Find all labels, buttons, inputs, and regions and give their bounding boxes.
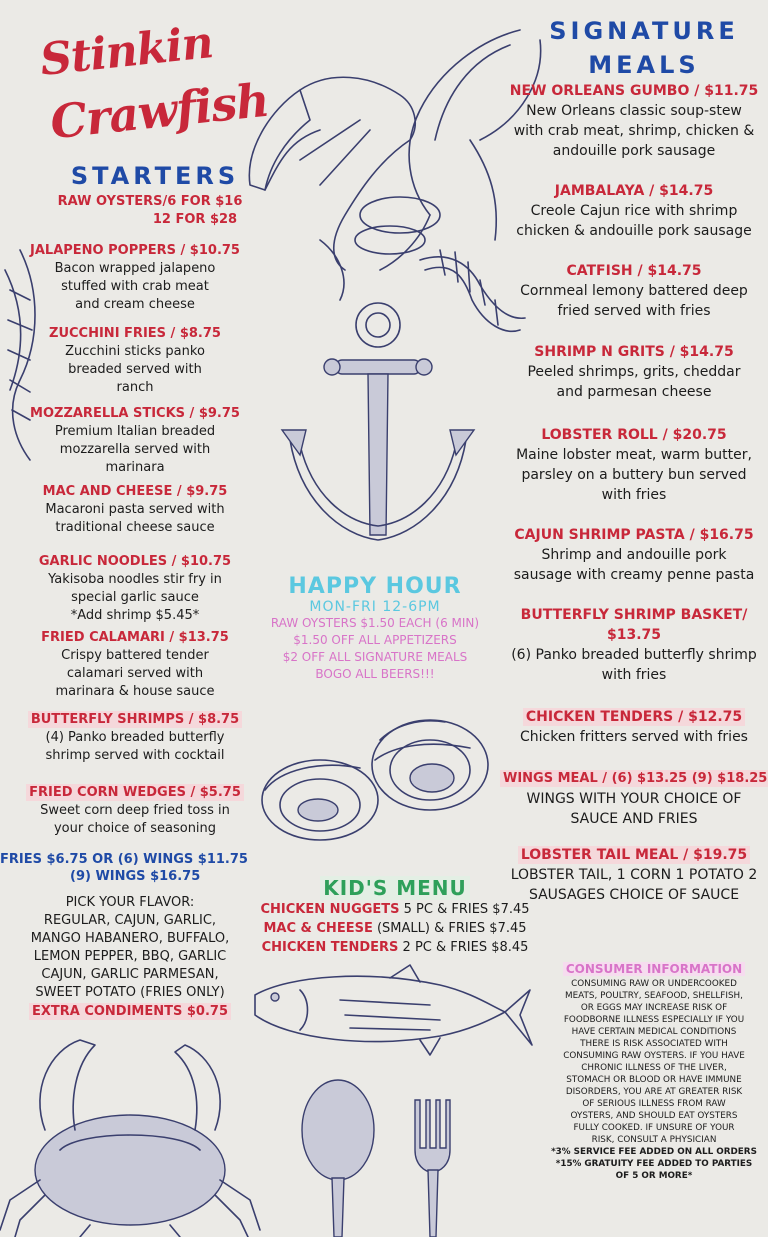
- happy-hour-line: RAW OYSTERS $1.50 EACH (6 MIN): [270, 616, 480, 630]
- fee-line: OF 5 OR MORE*: [615, 1171, 693, 1181]
- consumer-line: CONSUMING RAW OR UNDERCOOKED: [571, 979, 737, 989]
- happy-hour-line: $1.50 OFF ALL APPETIZERS: [293, 633, 457, 647]
- fee-line: *3% SERVICE FEE ADDED ON ALL ORDERS: [551, 1147, 757, 1157]
- consumer-information: [540, 962, 768, 1182]
- item-desc: New Orleans classic soup-stew: [526, 103, 742, 119]
- consumer-information-title-text: CONSUMER INFORMATION: [563, 962, 745, 976]
- anchor-illustration: [282, 303, 474, 540]
- item-desc: shrimp served with cocktail: [45, 748, 225, 763]
- item-desc: mozzarella served with: [59, 442, 211, 457]
- kids-menu-title: [250, 876, 540, 900]
- flavor-line: LEMON PEPPER, BBQ, GARLIC: [33, 949, 227, 964]
- signature-jambalaya: [500, 181, 768, 241]
- item-desc: Creole Cajun rice with shrimp: [530, 203, 738, 219]
- item-desc: Chicken fritters served with fries: [520, 729, 748, 745]
- crawfish-illustration: [249, 30, 540, 300]
- starter-mozzarella-sticks: [10, 405, 260, 477]
- item-desc: Premium Italian breaded: [54, 424, 216, 439]
- item-name: NEW ORLEANS GUMBO / $11.75: [509, 83, 759, 99]
- raw-oysters-line-2: 12 FOR $28: [152, 212, 238, 227]
- starter-zucchini-fries: [10, 325, 260, 397]
- starter-butterfly-shrimps: [10, 711, 260, 765]
- item-desc: Crispy battered tender: [61, 648, 209, 663]
- item-name-text: LOBSTER TAIL MEAL / $19.75: [518, 846, 750, 864]
- item-price: $13.75: [606, 627, 662, 643]
- item-desc: fried served with fries: [557, 303, 711, 319]
- consumer-line: STOMACH OR BLOOD OR HAVE IMMUNE: [566, 1075, 742, 1085]
- starters-title: STARTERS: [70, 162, 240, 190]
- kids-item-name: MAC & CHEESE: [263, 921, 373, 936]
- starter-jalapeno-poppers: [10, 242, 260, 314]
- flavor-line: SWEET POTATO (FRIES ONLY): [35, 985, 225, 1000]
- item-name: MOZZARELLA STICKS / $9.75: [30, 406, 240, 421]
- item-name: ZUCCHINI FRIES / $8.75: [49, 326, 221, 341]
- consumer-line: FULLY COOKED. IF UNSURE OF YOUR: [573, 1123, 735, 1133]
- item-desc: with crab meat, shrimp, chicken &: [513, 123, 755, 139]
- starter-garlic-noodles: [10, 553, 260, 625]
- item-name: BUTTERFLY SHRIMP BASKET/: [520, 607, 748, 623]
- signature-chicken-tenders: [500, 707, 768, 747]
- item-desc: *Add shrimp $5.45*: [70, 608, 200, 623]
- consumer-line: CHRONIC ILLNESS OF THE LIVER,: [581, 1063, 727, 1073]
- kids-item: [250, 900, 540, 919]
- cutlery-illustration: [302, 1080, 450, 1237]
- happy-hour-subtitle: MON-FRI 12-6PM: [309, 599, 441, 615]
- signature-title-line-1: SIGNATURE: [549, 17, 739, 45]
- flavor-line: CAJUN, GARLIC PARMESAN,: [41, 967, 219, 982]
- item-name: SHRIMP N GRITS / $14.75: [534, 344, 734, 360]
- item-desc: stuffed with crab meat: [61, 279, 209, 294]
- raw-oysters-line-1: RAW OYSTERS/6 FOR $16: [57, 194, 243, 209]
- item-name-text: FRIED CORN WEDGES / $5.75: [26, 784, 244, 801]
- signature-wings-meal: [500, 769, 768, 829]
- item-name: FRIED CALAMARI / $13.75: [41, 630, 229, 645]
- item-desc: andouille pork sausage: [552, 143, 716, 159]
- item-desc: and parmesan cheese: [556, 384, 712, 400]
- wings-line-2: (9) WINGS $16.75: [70, 869, 201, 884]
- consumer-line: OR EGGS MAY INCREASE RISK OF: [580, 1003, 728, 1013]
- item-name: [10, 711, 260, 729]
- consumer-line: HAVE CERTAIN MEDICAL CONDITIONS: [571, 1027, 737, 1037]
- fee-line: *15% GRATUITY FEE ADDED TO PARTIES: [555, 1159, 753, 1169]
- item-desc: SAUCE AND FRIES: [570, 811, 698, 827]
- signature-title-line-2: MEALS: [588, 51, 700, 79]
- consumer-line: CONSUMING RAW OYSTERS. IF YOU HAVE: [563, 1051, 745, 1061]
- item-name: [500, 707, 768, 727]
- flavor-list: [5, 894, 255, 1021]
- item-desc: SAUSAGES CHOICE OF SAUCE: [528, 887, 740, 903]
- kids-item-price: 5 PC & FRIES $7.45: [399, 902, 530, 917]
- item-desc: parsley on a buttery bun served: [521, 467, 747, 483]
- consumer-line: RISK, CONSULT A PHYSICIAN: [591, 1135, 717, 1145]
- kids-item: [250, 919, 540, 938]
- kids-menu-title-text: KID'S MENU: [320, 876, 470, 900]
- item-desc: special garlic sauce: [71, 590, 199, 605]
- item-desc: WINGS WITH YOUR CHOICE OF: [526, 791, 742, 807]
- item-desc: Maine lobster meat, warm butter,: [516, 447, 752, 463]
- item-name: [500, 769, 768, 789]
- item-name: MAC AND CHEESE / $9.75: [42, 484, 228, 499]
- signature-lobster-roll: [500, 425, 768, 505]
- flavor-line: MANGO HABANERO, BUFFALO,: [30, 931, 230, 946]
- kids-item-name: CHICKEN NUGGETS: [260, 902, 400, 917]
- crab-illustration: [0, 1040, 260, 1237]
- logo-line-1: Stinkin: [37, 17, 216, 86]
- consumer-information-body: [540, 978, 768, 1146]
- item-name-text: CHICKEN TENDERS / $12.75: [523, 708, 745, 726]
- raw-oysters-price: [20, 193, 280, 229]
- flavor-line: REGULAR, CAJUN, GARLIC,: [43, 913, 217, 928]
- consumer-line: MEATS, POULTRY, SEAFOOD, SHELLFISH,: [565, 991, 743, 1001]
- item-desc: calamari served with: [66, 666, 204, 681]
- consumer-fees: [540, 1146, 768, 1182]
- item-desc: ranch: [116, 380, 154, 395]
- item-desc: Shrimp and andouille pork: [541, 547, 727, 563]
- item-name: LOBSTER ROLL / $20.75: [541, 427, 727, 443]
- item-desc: Cornmeal lemony battered deep: [520, 283, 748, 299]
- signature-cajun-shrimp-pasta: [500, 525, 768, 585]
- item-desc: chicken & andouille pork sausage: [516, 223, 752, 239]
- item-name: CATFISH / $14.75: [566, 263, 702, 279]
- item-name-text: BUTTERFLY SHRIMPS / $8.75: [28, 711, 242, 728]
- flavor-line: PICK YOUR FLAVOR:: [65, 895, 195, 910]
- item-desc: (4) Panko breaded butterfly: [45, 730, 225, 745]
- item-name: [10, 784, 260, 802]
- signature-lobster-tail-meal: [500, 845, 768, 905]
- item-desc: Bacon wrapped jalapeno: [54, 261, 216, 276]
- logo-line-2: Crawfish: [47, 72, 272, 150]
- oysters-illustration: [262, 720, 488, 840]
- item-desc: Yakisoba noodles stir fry in: [48, 572, 222, 587]
- item-desc: traditional cheese sauce: [55, 520, 215, 535]
- kids-item: [250, 938, 540, 957]
- starter-fried-corn-wedges: [10, 784, 260, 838]
- item-desc: with fries: [601, 667, 667, 683]
- item-desc: your choice of seasoning: [53, 821, 217, 836]
- item-desc: marinara & house sauce: [55, 684, 215, 699]
- extra-condiments: [5, 1003, 255, 1021]
- fish-illustration: [255, 965, 532, 1055]
- consumer-line: OF SERIOUS ILLNESS FROM RAW: [582, 1099, 726, 1109]
- signature-shrimp-n-grits: [500, 342, 768, 402]
- item-desc: (6) Panko breaded butterfly shrimp: [511, 647, 757, 663]
- item-name-text: WINGS MEAL / (6) $13.25 (9) $18.25: [500, 770, 768, 787]
- happy-hour-line: BOGO ALL BEERS!!!: [315, 667, 435, 681]
- consumer-line: OYSTERS, AND SHOULD EAT OYSTERS: [570, 1111, 738, 1121]
- happy-hour-title: HAPPY HOUR: [288, 574, 462, 599]
- item-desc: and cream cheese: [75, 297, 195, 312]
- item-name: JALAPENO POPPERS / $10.75: [30, 243, 240, 258]
- signature-gumbo: [500, 81, 768, 161]
- item-desc: with fries: [601, 487, 667, 503]
- item-desc: Macaroni pasta served with: [45, 502, 225, 517]
- signature-catfish: [500, 261, 768, 321]
- item-name: [500, 845, 768, 865]
- item-desc: Zucchini sticks panko: [65, 344, 205, 359]
- signature-title: [520, 14, 768, 82]
- item-name: CAJUN SHRIMP PASTA / $16.75: [514, 527, 754, 543]
- happy-hour-line: $2 OFF ALL SIGNATURE MEALS: [282, 650, 468, 664]
- consumer-line: FOODBORNE ILLNESS ESPECIALLY IF YOU: [563, 1015, 745, 1025]
- item-name: JAMBALAYA / $14.75: [554, 183, 714, 199]
- happy-hour: [245, 574, 505, 683]
- item-desc: Peeled shrimps, grits, cheddar: [527, 364, 741, 380]
- item-desc: Sweet corn deep fried toss in: [40, 803, 230, 818]
- item-desc: breaded served with: [68, 362, 202, 377]
- kids-menu: [250, 876, 540, 957]
- extra-condiments-text: EXTRA CONDIMENTS $0.75: [29, 1003, 231, 1020]
- kids-item-price: (SMALL) & FRIES $7.45: [372, 921, 527, 936]
- consumer-line: THERE IS RISK ASSOCIATED WITH: [580, 1039, 728, 1049]
- wings-line-1: FRIES $6.75 OR (6) WINGS $11.75: [0, 852, 248, 867]
- signature-butterfly-shrimp-basket: [500, 605, 768, 685]
- item-name: GARLIC NOODLES / $10.75: [38, 554, 232, 569]
- wings-fries-prices: [0, 851, 250, 885]
- item-desc: sausage with creamy penne pasta: [513, 567, 755, 583]
- kids-item-name: CHICKEN TENDERS: [261, 940, 399, 955]
- starter-mac-and-cheese: [10, 483, 260, 537]
- consumer-information-title: [540, 962, 768, 976]
- item-desc: marinara: [105, 460, 165, 475]
- kids-item-price: 2 PC & FRIES $8.45: [398, 940, 529, 955]
- consumer-line: DISORDERS, YOU ARE AT GREATER RISK: [565, 1087, 743, 1097]
- starter-fried-calamari: [10, 629, 260, 701]
- item-desc: LOBSTER TAIL, 1 CORN 1 POTATO 2: [510, 867, 758, 883]
